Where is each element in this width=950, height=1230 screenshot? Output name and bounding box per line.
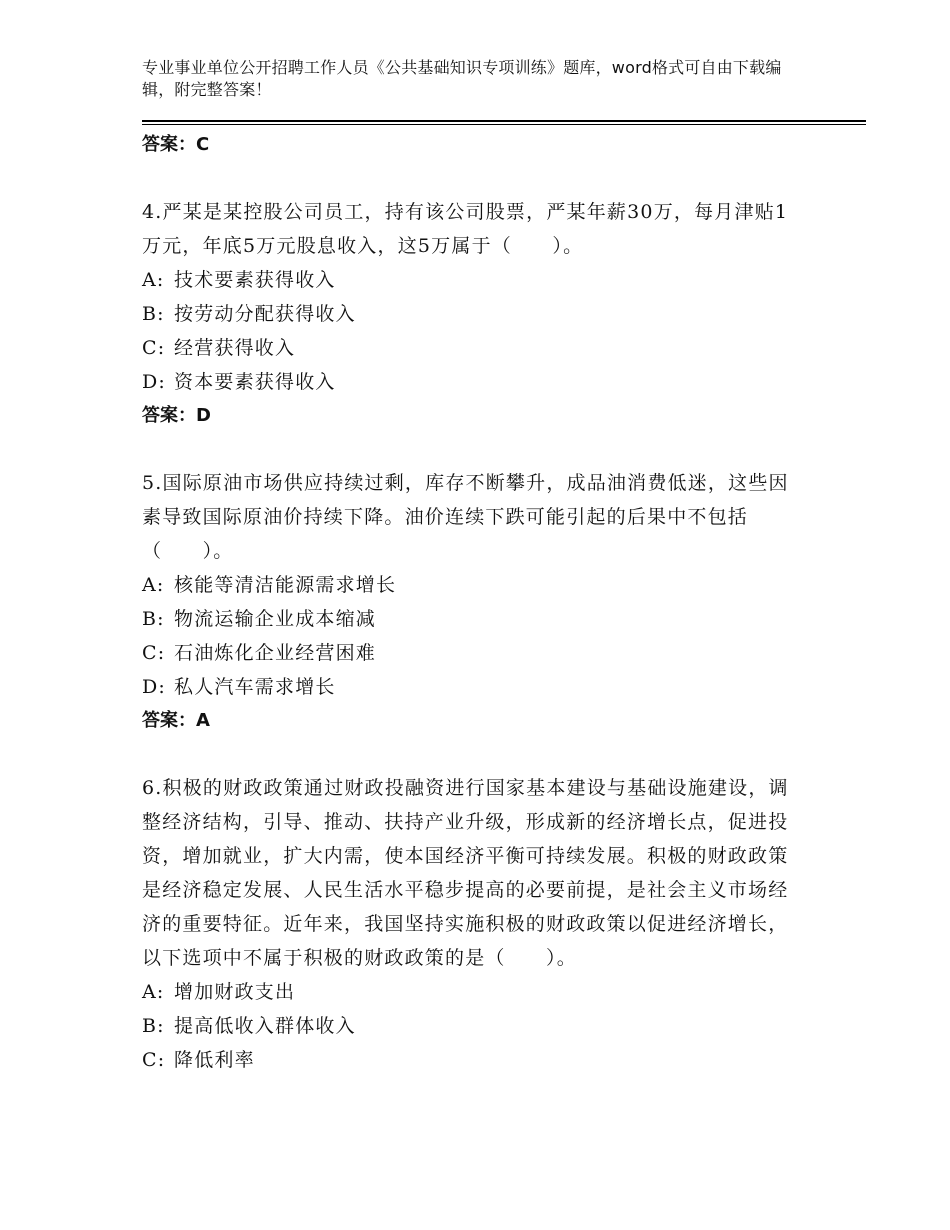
option-text: 核能等清洁能源需求增长 <box>174 574 397 596</box>
option-b <box>142 1009 802 1043</box>
option-key: A: <box>142 269 165 291</box>
option-key: D: <box>142 371 167 393</box>
option-text: 私人汽车需求增长 <box>174 676 336 698</box>
option-text: 增加财政支出 <box>174 981 296 1003</box>
option-a <box>142 263 802 297</box>
question-4 <box>142 195 802 433</box>
option-a <box>142 568 802 602</box>
option-key: C: <box>142 337 166 359</box>
answer-line: 答案：D <box>142 405 211 426</box>
option-text: 技术要素获得收入 <box>174 269 336 291</box>
option-c <box>142 1043 802 1077</box>
option-key: C: <box>142 1049 166 1071</box>
option-text: 按劳动分配获得收入 <box>174 303 356 325</box>
option-text: 物流运输企业成本缩减 <box>174 608 377 630</box>
option-key: A: <box>142 981 165 1003</box>
option-key: B: <box>142 1015 165 1037</box>
option-key: B: <box>142 608 165 630</box>
option-a <box>142 975 802 1009</box>
option-text: 资本要素获得收入 <box>174 371 336 393</box>
option-d <box>142 365 802 399</box>
option-b <box>142 297 802 331</box>
option-key: C: <box>142 642 166 664</box>
answer-line: 答案：A <box>142 710 210 731</box>
question-6 <box>142 771 802 1077</box>
answer-line: 答案：C <box>142 134 210 155</box>
option-text: 石油炼化企业经营困难 <box>174 642 377 664</box>
option-c <box>142 636 802 670</box>
option-key: A: <box>142 574 165 596</box>
option-d <box>142 670 802 704</box>
option-b <box>142 602 802 636</box>
option-text: 经营获得收入 <box>174 337 296 359</box>
option-text: 提高低收入群体收入 <box>174 1015 356 1037</box>
option-key: B: <box>142 303 165 325</box>
page-header: 专业事业单位公开招聘工作人员《公共基础知识专项训练》题库，word格式可自由下载编辑，附完整答案！ <box>142 58 782 99</box>
question-stem: 4.严某是某控股公司员工，持有该公司股票，严某年薪30万，每月津贴1万元，年底5万元股息收入，这5万属于（ ）。 <box>142 201 789 257</box>
header-rule-thick <box>142 120 866 122</box>
question-list <box>142 128 802 1077</box>
question-5 <box>142 466 802 738</box>
option-c <box>142 331 802 365</box>
header-rule-thin <box>142 124 866 125</box>
question-stem: 6.积极的财政政策通过财政投融资进行国家基本建设与基础设施建设，调整经济结构，引导、推动、扶持产业升级，形成新的经济增长点，促进投资，增加就业，扩大内需，使本国经济平衡可持续发展。积极的财政政策是经济稳定发展、人民生活水平稳步提高的必要前提，是社会主义市场经济的重要特征。近年来，我国坚持实施积极的财政政策以促进经济增长，以下选项中不属于积极的财政政策的是（ ）。 <box>142 777 789 969</box>
option-text: 降低利率 <box>174 1049 255 1071</box>
question-stem: 5.国际原油市场供应持续过剩，库存不断攀升，成品油消费低迷，这些因素导致国际原油价持续下降。油价连续下跌可能引起的后果中不包括（ ）。 <box>142 472 789 562</box>
option-key: D: <box>142 676 167 698</box>
